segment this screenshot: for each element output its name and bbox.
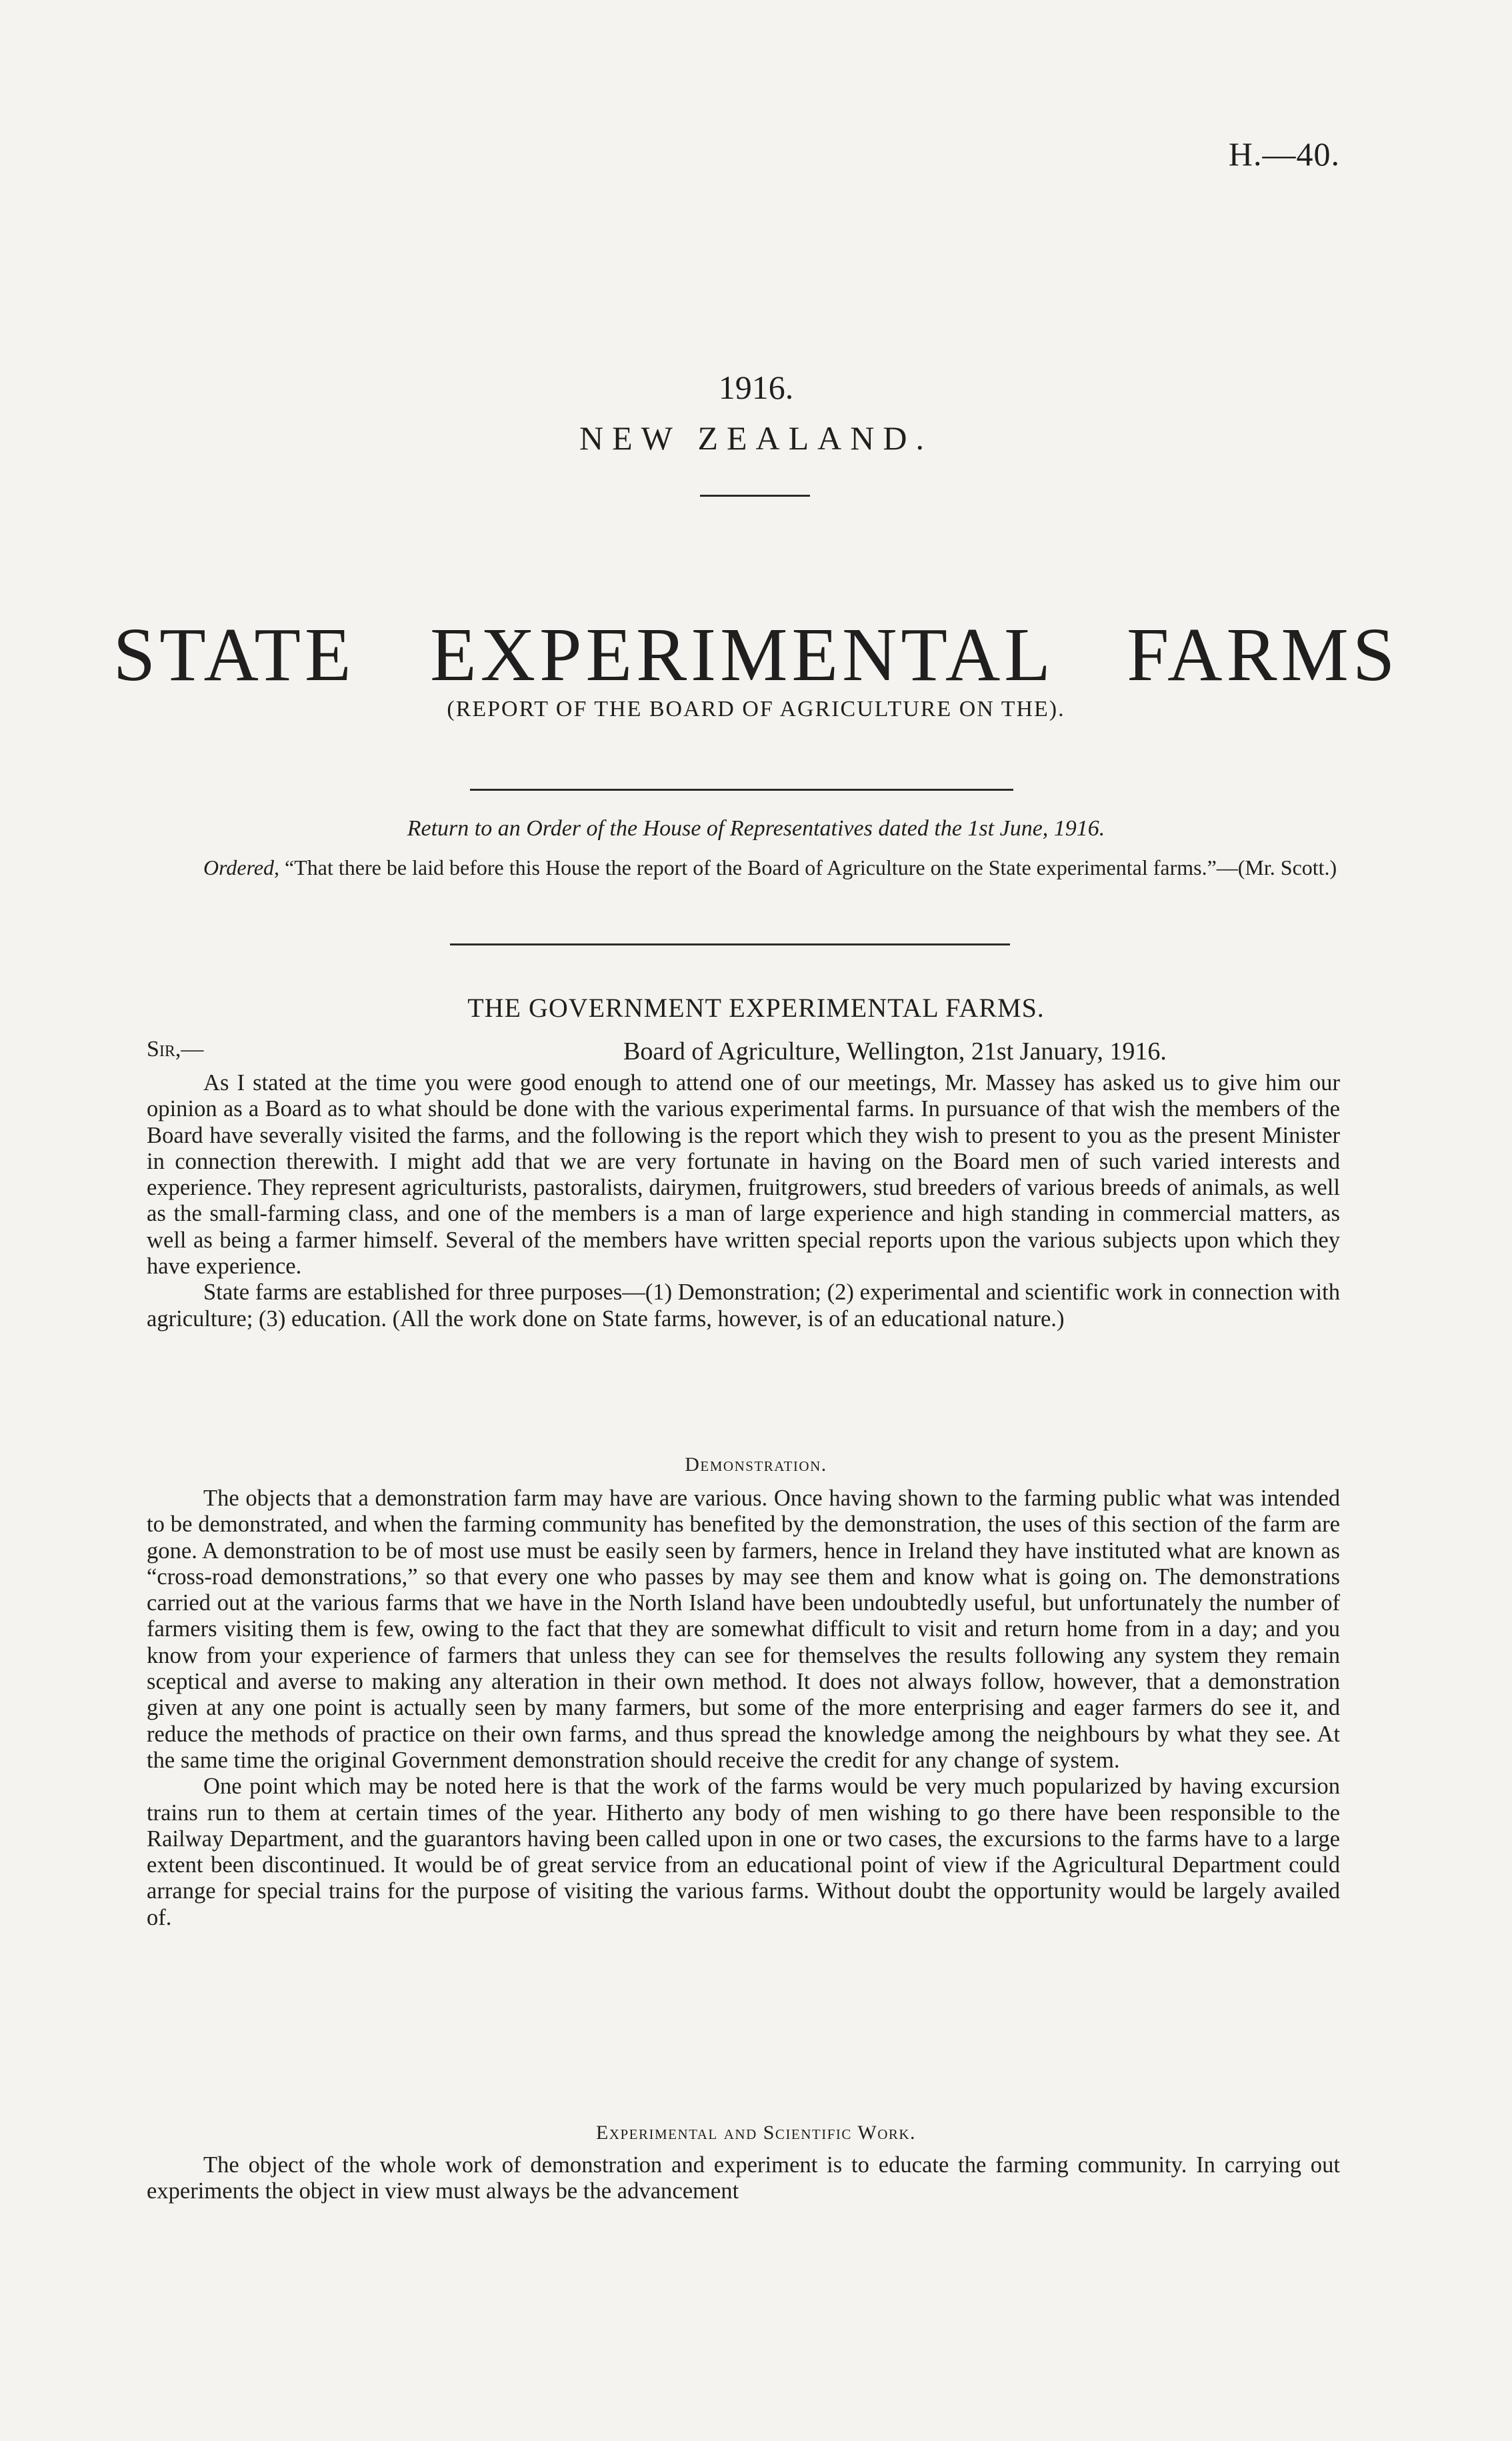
- intro-section: [147, 1070, 1340, 1332]
- paragraph: State farms are established for three purposes—(1) Demonstration; (2) experimental and scientific work in connection with agriculture; (3) education. (All the work done on State farms, however, is of an educational nature.): [147, 1280, 1340, 1332]
- return-order-line: Return to an Order of the House of Representatives dated the 1st June, 1916.: [407, 816, 1105, 841]
- paragraph: One point which may be noted here is that the work of the farms would be very much popularized by having excursion trains run to them at certain times of the year. Hitherto any body of men wishing to go there have been responsible to the Railway Department, and the guarantors having been called upon in one or two cases, the excursions to the farms have to a large extent been discontinued. It would be of great service from an educational point of view if the Agricultural Department could arrange for special trains for the purpose of visiting the various farms. Without doubt the opportunity would be largely availed of.: [147, 1774, 1340, 1930]
- ordered-quote: “That there be laid before this House the report of the Board of Agriculture on the State experimental farms.”—(Mr. Scott.): [285, 855, 1337, 879]
- paragraph: The object of the whole work of demonstration and experiment is to educate the farming community. In carrying out experiments the object in view must always be the advancement: [147, 2152, 1340, 2204]
- page-subtitle: (REPORT OF THE BOARD OF AGRICULTURE ON THE).: [447, 697, 1065, 721]
- ordered-label: Ordered,: [203, 855, 280, 879]
- document-reference: H.—40.: [1228, 135, 1340, 173]
- divider: [470, 789, 1013, 791]
- year: 1916.: [718, 369, 794, 406]
- paragraph: The objects that a demonstration farm may have are various. Once having shown to the farming public what was intended to be demonstrated, and when the farming community has benefited by the demonstration, the uses of this section of the farm are gone. A demonstration to be of most use must be easily seen by farmers, hence in Ireland they have instituted what are known as “cross-road demonstrations,” so that every one who passes by may see them and know what is going on. The demonstrations carried out at the various farms that we have in the North Island have been undoubtedly useful, but unfortunately the number of farmers visiting them is few, owing to the fact that they are somewhat difficult to visit and return home from in a day; and you know from your experience of farmers that unless they can see for themselves the results following any system they remain sceptical and averse to making any alteration in their own method. It does not always follow, however, that a demonstration given at any one point is actually seen by many farmers, but some of the more enterprising and eager farmers do see it, and reduce the methods of practice on their own farms, and thus spread the knowledge among the neighbours by what they see. At the same time the original Government demonstration should receive the credit for any change of system.: [147, 1486, 1340, 1773]
- divider: [700, 495, 810, 497]
- paragraph: As I stated at the time you were good enough to attend one of our meetings, Mr. Massey has asked us to give him our opinion as a Board as to what should be done with the various experimental farms. In pursuance of that wish the members of the Board have severally visited the farms, and the following is the report which they wish to present to you as the present Minister in connection therewith. I might add that we are very fortunate in having on the Board men of such varied interests and experience. They represent agriculturists, pastoralists, dairymen, fruitgrowers, stud breeders of various breeds of animals, as well as the small-farming class, and one of the members is a man of large experience and high standing in commercial matters, as well as being a farmer himself. Several of the members have written special reports upon the various subjects upon which they have experience.: [147, 1070, 1340, 1280]
- experimental-section: [147, 2152, 1340, 2205]
- section-heading-experimental: Experimental and Scientific Work.: [595, 2122, 917, 2144]
- section-heading-demonstration: Demonstration.: [685, 1454, 827, 1476]
- country: NEW ZEALAND.: [579, 419, 933, 457]
- page-title: STATE EXPERIMENTAL FARMS: [113, 612, 1399, 697]
- dateline: Board of Agriculture, Wellington, 21st January, 1916.: [623, 1037, 1167, 1065]
- ordered-text: [147, 853, 1340, 881]
- salutation: Sir,—: [147, 1037, 204, 1061]
- letter-heading: THE GOVERNMENT EXPERIMENTAL FARMS.: [467, 993, 1045, 1023]
- demonstration-section: [147, 1486, 1340, 1931]
- divider: [450, 943, 1010, 945]
